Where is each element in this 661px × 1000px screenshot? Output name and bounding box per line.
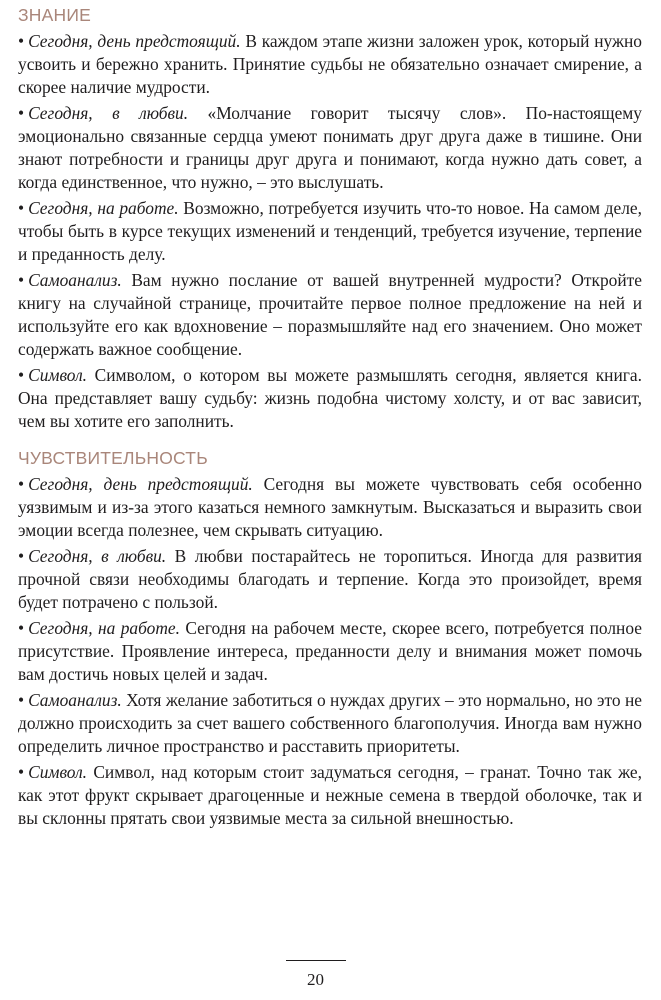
item-lead: Символ. [28,762,87,782]
item-text: Символ, над которым стоит задуматься сегодня, – гранат. Точно так же, как этот фрукт скрывает драгоценные и нежные семена в твердой оболочке, так и вы склонны прятать свои уязвимые места за сильной внешностью. [18,762,642,828]
item-text: В каждом этапе жизни заложен урок, который нужно усвоить и бережно хранить. Принятие судьбы не обязательно означает смирение, а скорее наличие мудрости. [18,31,642,97]
item-text: Вам нужно послание от вашей внутренней мудрости? Откройте книгу на случайной странице, прочитайте первое полное предложение на ней и используйте его как вдохновение – поразмышляйте над его значением. Оно может содержать важное сообщение. [18,270,642,359]
item-lead: Самоанализ. [28,690,122,710]
page-number: 20 [307,970,324,989]
item-text: Сегодня на рабочем месте, скорее всего, потребуется полное присутствие. Проявление интереса, преданности делу и внимания может помочь вам достичь новых целей и задач. [18,618,642,684]
item-text: «Молчание говорит тысячу слов». По-настоящему эмоционально связанные сердца умеют понимать друг друга даже в тишине. Они знают потребности и границы друг друга и понимают, когда нужно дать совет, а когда единственное, что нужно, – это выслушать. [18,103,642,192]
item-text: Сегодня вы можете чувствовать себя особенно уязвимым и из-за этого казаться немного замкнутым. Высказаться и выразить свои эмоции всегда полезнее, чем скрывать ситуацию. [18,474,642,540]
bullet: • [18,762,25,782]
item-lead: Сегодня, в любви. [28,103,189,123]
bullet: • [18,103,25,123]
list-item [18,617,642,686]
item-lead: Самоанализ. [28,270,122,290]
bullet: • [18,365,25,385]
bullet: • [18,690,25,710]
list-item [18,689,642,758]
list-item [18,473,642,542]
item-text: Символом, о котором вы можете размышлять сегодня, является книга. Она представляет вашу судьбу: жизнь подобна чистому холсту, и от вас зависит, чем вы хотите его заполнить. [18,365,642,431]
section-title: ЗНАНИЕ [18,5,91,25]
section-znanie [18,4,642,433]
list-item [18,102,642,194]
list-item [18,269,642,361]
item-lead: Сегодня, день предстоящий. [28,474,253,494]
item-text: Хотя желание заботиться о нуждах других – это нормально, но это не должно происходить за счет вашего собственного благополучия. Иногда вам нужно определить личное пространство и расставить приоритеты. [18,690,642,756]
list-item [18,364,642,433]
item-text: В любви постарайтесь не торопиться. Иногда для развития прочной связи необходимы благодать и терпение. Когда это произойдет, время будет потрачено с пользой. [18,546,643,612]
section-chuvstvitelnost [18,447,642,830]
footer-divider [286,960,346,961]
list-item [18,197,642,266]
item-lead: Сегодня, на работе. [28,198,179,218]
item-lead: Сегодня, в любви. [28,546,167,566]
item-lead: Сегодня, день предстоящий. [28,31,241,51]
page-content [18,4,642,844]
list-item [18,761,642,830]
bullet: • [18,270,25,290]
item-text: Возможно, потребуется изучить что-то новое. На самом деле, чтобы быть в курсе текущих изменений и тенденций, требуется изучение, терпение и преданность делу. [18,198,642,264]
bullet: • [18,31,25,51]
bullet: • [18,198,25,218]
section-title: ЧУВСТВИТЕЛЬНОСТЬ [18,448,208,468]
bullet: • [18,546,25,566]
list-item [18,545,642,614]
item-lead: Сегодня, на работе. [28,618,180,638]
bullet: • [18,618,25,638]
bullet: • [18,474,25,494]
item-lead: Символ. [28,365,87,385]
list-item [18,30,642,99]
